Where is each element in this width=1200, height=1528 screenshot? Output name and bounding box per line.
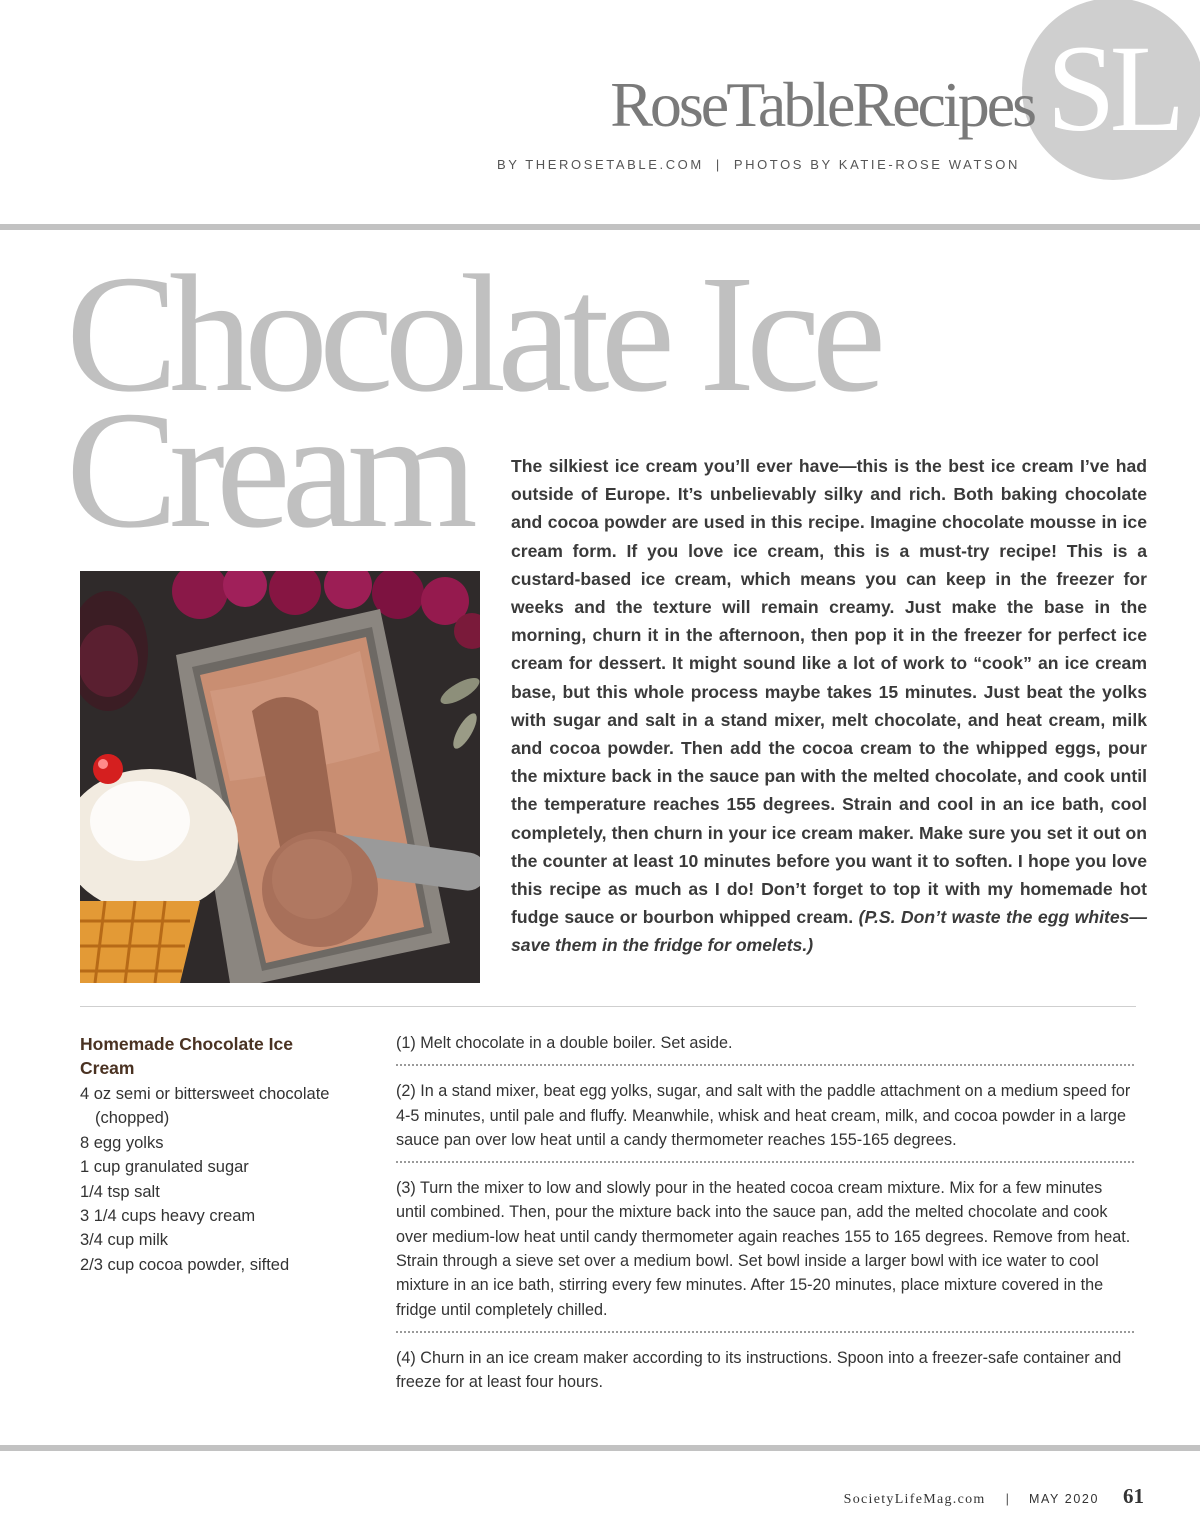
- byline-separator: |: [715, 157, 722, 172]
- ice-cream-photo: [80, 571, 480, 983]
- page-number: 61: [1123, 1484, 1144, 1508]
- dotted-divider: [396, 1331, 1134, 1333]
- page-footer: [844, 1484, 1144, 1509]
- recipe-step-1: (1) Melt chocolate in a double boiler. Set aside.: [396, 1034, 733, 1052]
- header-divider: [0, 224, 1200, 230]
- recipe-title: Homemade Chocolate Ice Cream: [80, 1034, 293, 1078]
- footer-separator: |: [1005, 1491, 1009, 1506]
- dotted-divider: [396, 1064, 1134, 1066]
- ingredients-list: [80, 1082, 380, 1277]
- section-divider: [80, 1006, 1136, 1007]
- ingredient-item: 3 1/4 cups heavy cream: [80, 1207, 256, 1226]
- ice-cream-illustration: [80, 571, 480, 983]
- byline-author: BY THEROSETABLE.COM: [496, 157, 704, 172]
- footer-divider: [0, 1445, 1200, 1451]
- magazine-logo: SL: [1022, 0, 1200, 180]
- article-title-line-1: Chocolate Ice: [66, 241, 878, 427]
- ingredient-item: 4 oz semi or bittersweet chocolate (chopped): [80, 1085, 330, 1128]
- intro-paragraph: [511, 452, 1147, 960]
- byline-photos: PHOTOS BY KATIE-ROSE WATSON: [733, 157, 1020, 172]
- ingredient-item: 1 cup granulated sugar: [80, 1158, 249, 1177]
- series-title: RoseTableRecipes: [610, 69, 1034, 140]
- intro-text: The silkiest ice cream you’ll ever have—this is the best ice cream I’ve had outside of Europe. It’s unbelievably silky and rich. Both baking chocolate and cocoa powder are used in this recipe. Imagine chocolate mousse in ice cream form. If you love ice cream, this is a must-try recipe! This is a custard-based ice cream, which means you can keep in the freezer for weeks and the texture will remain creamy. Just make the base in the morning, churn it in the afternoon, then pop it in the freezer for perfect ice cream for dessert. It might sound like a lot of work to “cook” an ice cream base, but this whole process maybe takes 15 minutes. Just beat the yolks with sugar and salt in a stand mixer, melt chocolate, and heat cream, milk and cocoa powder. Then add the cocoa cream to the whipped eggs, pour the mixture back in the sauce pan with the melted chocolate, and cook until the temperature reaches 155 degrees. Strain and cool in an ice bath, cool completely, then churn in your ice cream maker. Make sure you set it out on the counter at least 10 minutes before you want it to soften. I hope you love this recipe as much as I do! Don’t forget to top it with my homemade hot fudge sauce or bourbon whipped cream.: [511, 456, 1147, 928]
- footer-site: SocietyLifeMag.com: [843, 1492, 986, 1507]
- recipe-step-3: (3) Turn the mixer to low and slowly pour in the heated cocoa cream mixture. Mix for a few minutes until combined. Then, pour the mixture back into the sauce pan, add the melted chocolate and cook over medium-low heat until candy thermometer again reaches 155 to 165 degrees. Remove from heat. Strain through a sieve set over a medium bowl. Set bowl inside a larger bowl with ice water to cool mixture in an ice bath, stirring every few minutes. After 15-20 minutes, place mixture covered in the fridge until completely chilled.: [396, 1179, 1131, 1319]
- intro-postscript: (P.S. Don’t waste the egg whites—save them in the fridge for omelets.): [511, 907, 1148, 956]
- footer-issue: MAY 2020: [1028, 1492, 1099, 1506]
- recipe-steps: [396, 1031, 1134, 1395]
- ingredient-item: 3/4 cup milk: [80, 1231, 169, 1250]
- ingredient-item: 2/3 cup cocoa powder, sifted: [80, 1255, 290, 1274]
- ingredient-item: 1/4 tsp salt: [80, 1182, 160, 1201]
- recipe-step-4: (4) Churn in an ice cream maker according to its instructions. Spoon into a freezer-safe container and freeze for at least four hours.: [396, 1348, 1122, 1392]
- ingredient-item: 8 egg yolks: [80, 1133, 164, 1152]
- recipe-step-2: (2) In a stand mixer, beat egg yolks, sugar, and salt with the paddle attachment on a medium speed for 4-5 minutes, until pale and fluffy. Meanwhile, whisk and heat cream, milk, and cocoa powder in a large sauce pan over low heat until a candy thermometer reaches 155-165 degrees.: [396, 1082, 1131, 1149]
- dotted-divider: [396, 1161, 1134, 1163]
- byline: [497, 157, 1020, 172]
- article-title-line-2: Cream: [66, 377, 469, 563]
